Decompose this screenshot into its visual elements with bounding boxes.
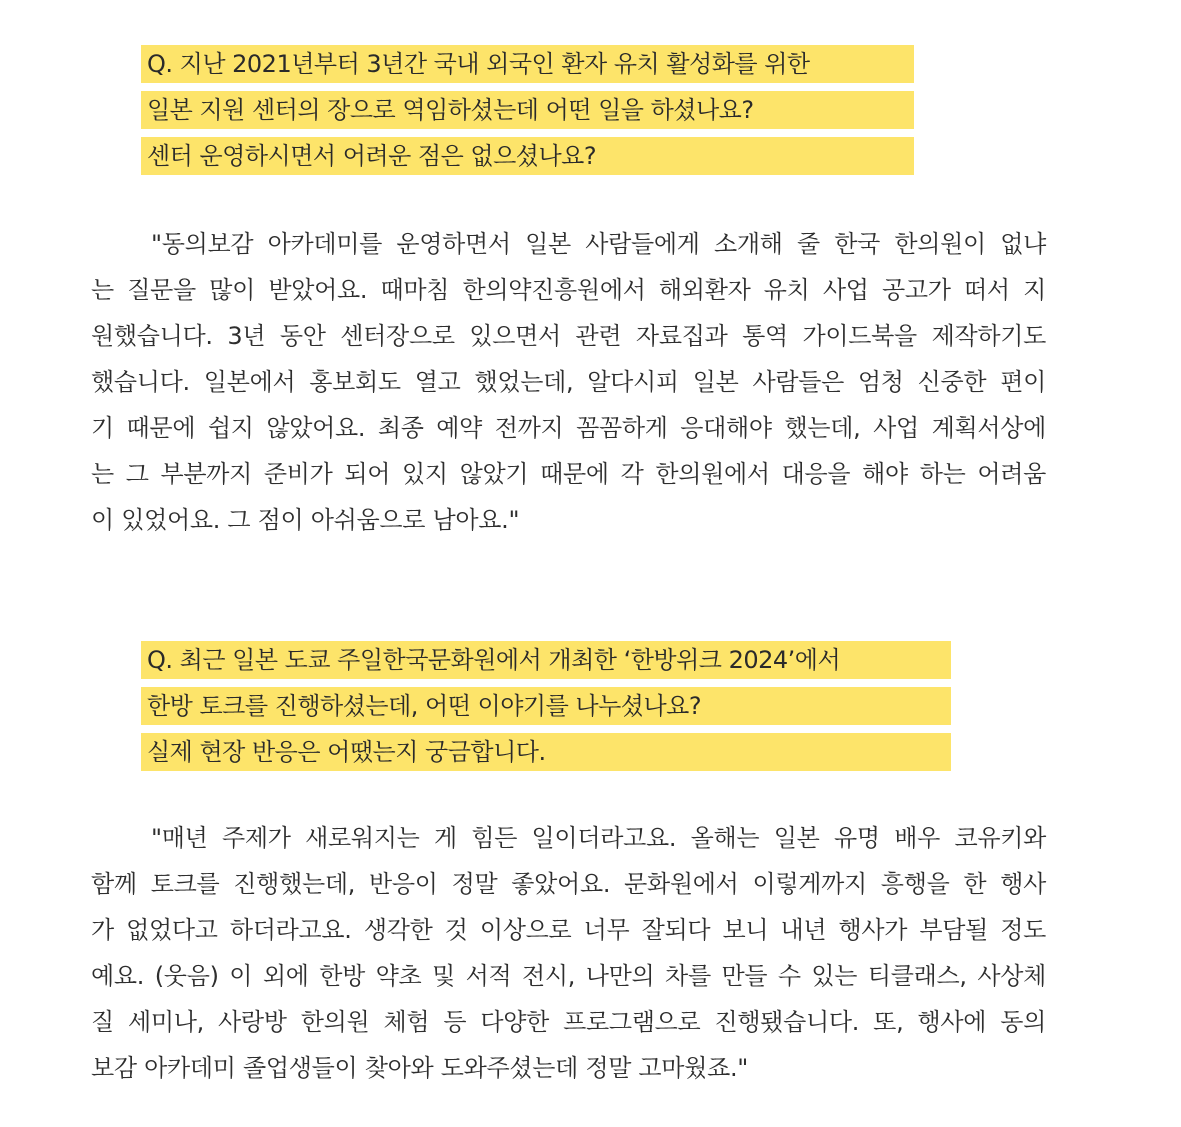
question-1-line-1: Q. 지난 2021년부터 3년간 국내 외국인 환자 유치 활성화를 위한 [141, 45, 914, 83]
answer-1-line-5: 기 때문에 쉽지 않았어요. 최종 예약 전까지 꼼꼼하게 응대해야 했는데, 사업 계획서상에 [91, 414, 1046, 442]
question-1-block [141, 45, 914, 183]
question-1-line-3: 센터 운영하시면서 어려운 점은 없으셨나요? [141, 137, 914, 175]
answer-2-line-5: 질 세미나, 사랑방 한의원 체험 등 다양한 프로그램으로 진행됐습니다. 또, 행사에 동의 [91, 1008, 1046, 1036]
answer-2-block [91, 815, 1046, 1091]
answer-1-line-4: 했습니다. 일본에서 홍보회도 열고 했었는데, 알다시피 일본 사람들은 엄청 신중한 편이 [91, 368, 1046, 396]
answer-2-line-4: 예요. (웃음) 이 외에 한방 약초 및 서적 전시, 나만의 차를 만들 수 있는 티클래스, 사상체 [91, 962, 1046, 990]
answer-2-line-6: 보감 아카데미 졸업생들이 찾아와 도와주셨는데 정말 고마웠죠." [91, 1054, 749, 1082]
answer-1-line-7: 이 있었어요. 그 점이 아쉬움으로 남아요." [91, 506, 520, 534]
answer-1-line-3: 원했습니다. 3년 동안 센터장으로 있으면서 관련 자료집과 통역 가이드북을 제작하기도 [91, 322, 1046, 350]
answer-1-line-6: 는 그 부분까지 준비가 되어 있지 않았기 때문에 각 한의원에서 대응을 해야 하는 어려움 [91, 460, 1046, 488]
answer-1-block [91, 221, 1046, 543]
question-2-block [141, 641, 951, 779]
question-2-line-1: Q. 최근 일본 도쿄 주일한국문화원에서 개최한 ‘한방위크 2024’에서 [141, 641, 951, 679]
answer-2-line-2: 함께 토크를 진행했는데, 반응이 정말 좋았어요. 문화원에서 이렇게까지 흥행을 한 행사 [91, 870, 1046, 898]
answer-1-line-2: 는 질문을 많이 받았어요. 때마침 한의약진흥원에서 해외환자 유치 사업 공고가 떠서 지 [91, 276, 1046, 304]
answer-2-line-3: 가 없었다고 하더라고요. 생각한 것 이상으로 너무 잘되다 보니 내년 행사가 부담될 정도 [91, 916, 1046, 944]
question-2-line-2: 한방 토크를 진행하셨는데, 어떤 이야기를 나누셨나요? [141, 687, 951, 725]
question-2-line-3: 실제 현장 반응은 어땠는지 궁금합니다. [141, 733, 951, 771]
answer-1-line-1: "동의보감 아카데미를 운영하면서 일본 사람들에게 소개해 줄 한국 한의원이 없냐 [151, 230, 1046, 258]
answer-2-line-1: "매년 주제가 새로워지는 게 힘든 일이더라고요. 올해는 일본 유명 배우 코유키와 [151, 824, 1046, 852]
question-1-line-2: 일본 지원 센터의 장으로 역임하셨는데 어떤 일을 하셨나요? [141, 91, 914, 129]
